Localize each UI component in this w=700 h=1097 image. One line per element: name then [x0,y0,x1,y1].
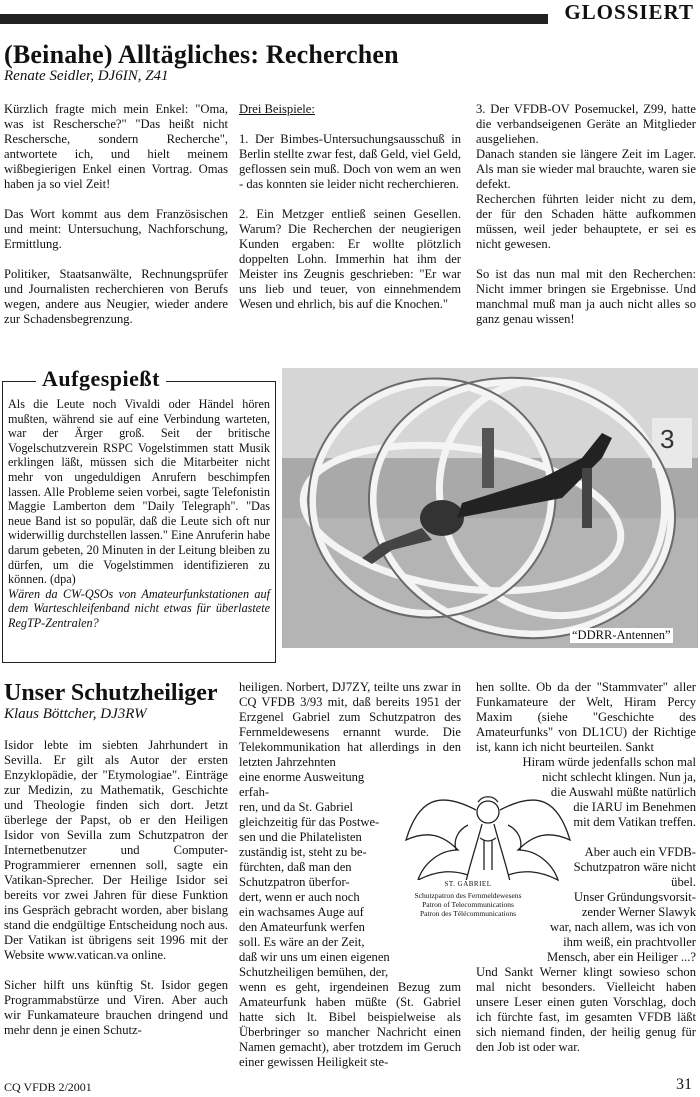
paragraph: Das Wort kommt aus dem Französischen und meint: Untersuchung, Nachforschung, Ermittlung. [4,207,228,251]
article1-column-3 [476,102,696,327]
paragraph: Danach standen sie längere Zeit im Lager. Als man sie wieder mal brauchte, waren sie defekt. [476,147,696,191]
issue-label: CQ VFDB 2/2001 [4,1080,92,1094]
line: Aber auch ein VFDB- [584,845,696,859]
paragraph: 2. Ein Metzger entließ seinen Gesellen. Warum? Die Recherchen der neugierigen Kunden ergaben: Er wollte plötzlich doppelten Lohn. Immerhin hat ihm der Meister ins Zeugnis geschrieben: "Er war uns lieb und teuer, von einnehmendem Wesen und ehrlich, bis auf die Knochen." [239,207,461,311]
article1-column-1 [4,102,228,342]
line: zuständig ist, steht zu be- [239,845,367,859]
paragraph: Politiker, Staatsanwälte, Rechnungsprüfer und Journalisten recherchieren von Berufs wegen, andere aus Neugier, wieder andere zur Schadensbegrenzung. [4,267,228,326]
article2-column-1 [4,738,228,1053]
article1-column-2 [239,102,461,327]
angel-name: ST. GABRIEL [444,880,492,888]
line: ren, und da St. Gabriel [239,800,354,814]
line: Mensch, aber ein Heiliger ...? [547,950,696,964]
line: fürchten, daß man den [239,860,352,874]
line: hen sollte. Ob da der "Stammvater" aller Funkamateure der Welt, Hiram Percy Maxim (siehe "Geschichte des Amateurfunks" von DL1CU) der Richtige ist, kann ich nicht beurteilen. Sankt [476,680,696,754]
line: die IARU im Benehmen [573,800,696,814]
line: war, nach allem, was ich von [549,920,696,934]
line: Hiram würde jedenfalls schon mal [522,755,696,769]
article1-title: (Beinahe) Alltägliches: Recherchen [4,40,399,69]
ddrr-antennen-photo [282,368,698,648]
paragraph: Isidor lebte im siebten Jahrhundert in Sevilla. Er gilt als Autor der ersten Enzyklopädie, der "Etymologiae". Einträge zur Medizin, zu Mathematik, Geschichte und Theologie finden sich dort. Jetzt überlege der Papst, ob er den Heiligen Isidor von Sevilla zum Schutzpatron der Internetbenutzer und Computer-Programmierer ernennen soll, sagte ein Vatikan-Sprecher. Der Heilige Isidor sei bereits vor zwei Jahren für diese Funktion ins Gespräch gebracht worden, aber bislang stand die endgültige Entscheidung noch aus. Der Vatikan ist übrigens seit 1996 mit der Website www.vatican.va online. [4,738,228,962]
line: Schutzpatron überfor- [239,875,350,889]
paragraph: Sicher hilft uns künftig St. Isidor gegen Programmabstürze und Viren. Aber auch wir Funkamateure brauchen dringend und mehr denn je einen Schutz- [4,978,228,1037]
line: Und Sankt Werner klingt sowieso schon mal nicht besonders. Vielleicht haben unsere Leser einen guten Vorschlag, doch ich fürchte fast, im gesamten VFDB läßt sich niemand finden, der heilig genug für den Job ist oder war. [476,965,696,1054]
article2-title: Unser Schutzheiliger [4,680,218,706]
angel-caption [398,880,538,918]
paragraph: So ist das nun mal mit den Recherchen: Nicht immer bringen sie Ergebnisse. Und manchmal muß man ja auch nicht alles so ganz genau wissen! [476,267,696,326]
line: Unser Gründungsvorsit- [573,890,696,904]
line: Schutzpatron wäre nicht [573,860,696,874]
gym-wheel-illustration [282,368,698,648]
line: eine enorme Ausweitung erfah- [239,770,365,799]
box-title: Aufgespießt [42,366,160,391]
line: dert, wenn er auch noch [239,890,360,904]
line: ein wachsames Auge auf [239,905,364,919]
article2-author: Klaus Böttcher, DJ3RW [4,706,147,722]
box-text [8,397,270,631]
line: heiligen. Norbert, DJ7ZY, teilte uns zwar in CQ VFDB 3/93 mit, daß bereits 1951 der Erzgenel Gabriel zum Schutzpatron des Fernmeldewesens ernannt wurde. Die Telekommunikation hat allerdings in den letzten Jahrzehnten [239,680,461,769]
caption-line: Patron des Télécommunications [419,909,517,918]
line: gleichzeitig für das Postwe- [239,815,380,829]
line: zender Werner Slawyk [581,905,696,919]
article1-author: Renate Seidler, DJ6IN, Z41 [4,68,169,84]
page-number: 31 [676,1076,692,1093]
box-body: Als die Leute noch Vivaldi oder Händel hören mußten, während sie auf eine Verbindung warteten, war der Ärger groß. Seit der britische Vogelschutzverein RSPC Vogelstimmen statt Musik erklingen läßt, müssen sich die Mitarbeiter nicht mehr von ungeduldigen Anrufern beschimpfen lassen. Alle Probleme seien vorbei, sagte Telefonistin Maggie Lamberton dem "Daily Telegraph". "Das neue Band ist so populär, daß die Leute sich oft nur widerwillig durchstellen lassen." Eine Anruferin habe darum gebeten, 20 Minuten in der Leitung bleiben zu dürfen, um die Vogelstimmen identifizieren zu können. (dpa) [8,397,270,587]
line: Schutzheiligen bemühen, der, [239,965,389,979]
line: übel. [671,875,696,889]
line: soll. Es wäre an der Zeit, [239,935,365,949]
header-rule [0,14,548,24]
wall-number: 3 [660,424,675,454]
caption-line: Patron of Telecommunications [422,900,514,909]
box-italic-note: Wären da CW-QSOs von Amateurfunkstationen auf dem Warteschleifenband nicht etwas für überlastete RegTP-Zentralen? [8,586,270,630]
photo-caption: “DDRR-Antennen” [572,628,671,642]
line: wenn es geht, irgendeinen Bezug zum Amateurfunk haben müßte (St. Gabriel hatte sich lt. Bibel beispielweise als Überbringer so mancher Nachricht einen Namen gemacht), aber trotzdem im Geruch einer gewissen Heiligkeit ste- [239,980,461,1069]
section-label: GLOSSIERT [564,0,694,24]
line: nicht schlecht klingen. Nun ja, [542,770,696,784]
examples-heading: Drei Beispiele: [239,102,315,116]
box-title-wrap [36,366,166,392]
paragraph: Recherchen führten leider nicht zu dem, der für den Schaden hätte aufkommen müssen, weil jeder behauptete, er sei es nicht gewesen. [476,192,696,251]
line: daß wir uns um einen eigenen [239,950,390,964]
line: die Auswahl müßte natürlich [550,785,696,799]
line: sen und die Philatelisten [239,830,362,844]
caption-line: Schutzpatron des Fernmeldewesens [414,891,522,900]
line: den Amateurfunk werfen [239,920,365,934]
line: mit dem Vatikan treffen. [573,815,696,829]
paragraph: 3. Der VFDB-OV Posemuckel, Z99, hatte die verbandseigenen Geräte an Mitglieder ausgeliehen. [476,102,696,146]
line: ihm weiß, ein prachtvoller [563,935,696,949]
paragraph: Kürzlich fragte mich mein Enkel: "Oma, was ist Reschersche?" "Das heißt nicht Reschersche, sondern Recherche", antwortete ich, und hielt meinem wißbegierigen Enkel einen Vortrag. Omas haben ja so viel Zeit! [4,102,228,191]
paragraph: 1. Der Bimbes-Untersuchungsausschuß in Berlin stellte zwar fest, daß Geld, viel Geld, geflossen sein muß. Doch von wem an wen - das konnten sie leider nicht recherchieren. [239,132,461,191]
